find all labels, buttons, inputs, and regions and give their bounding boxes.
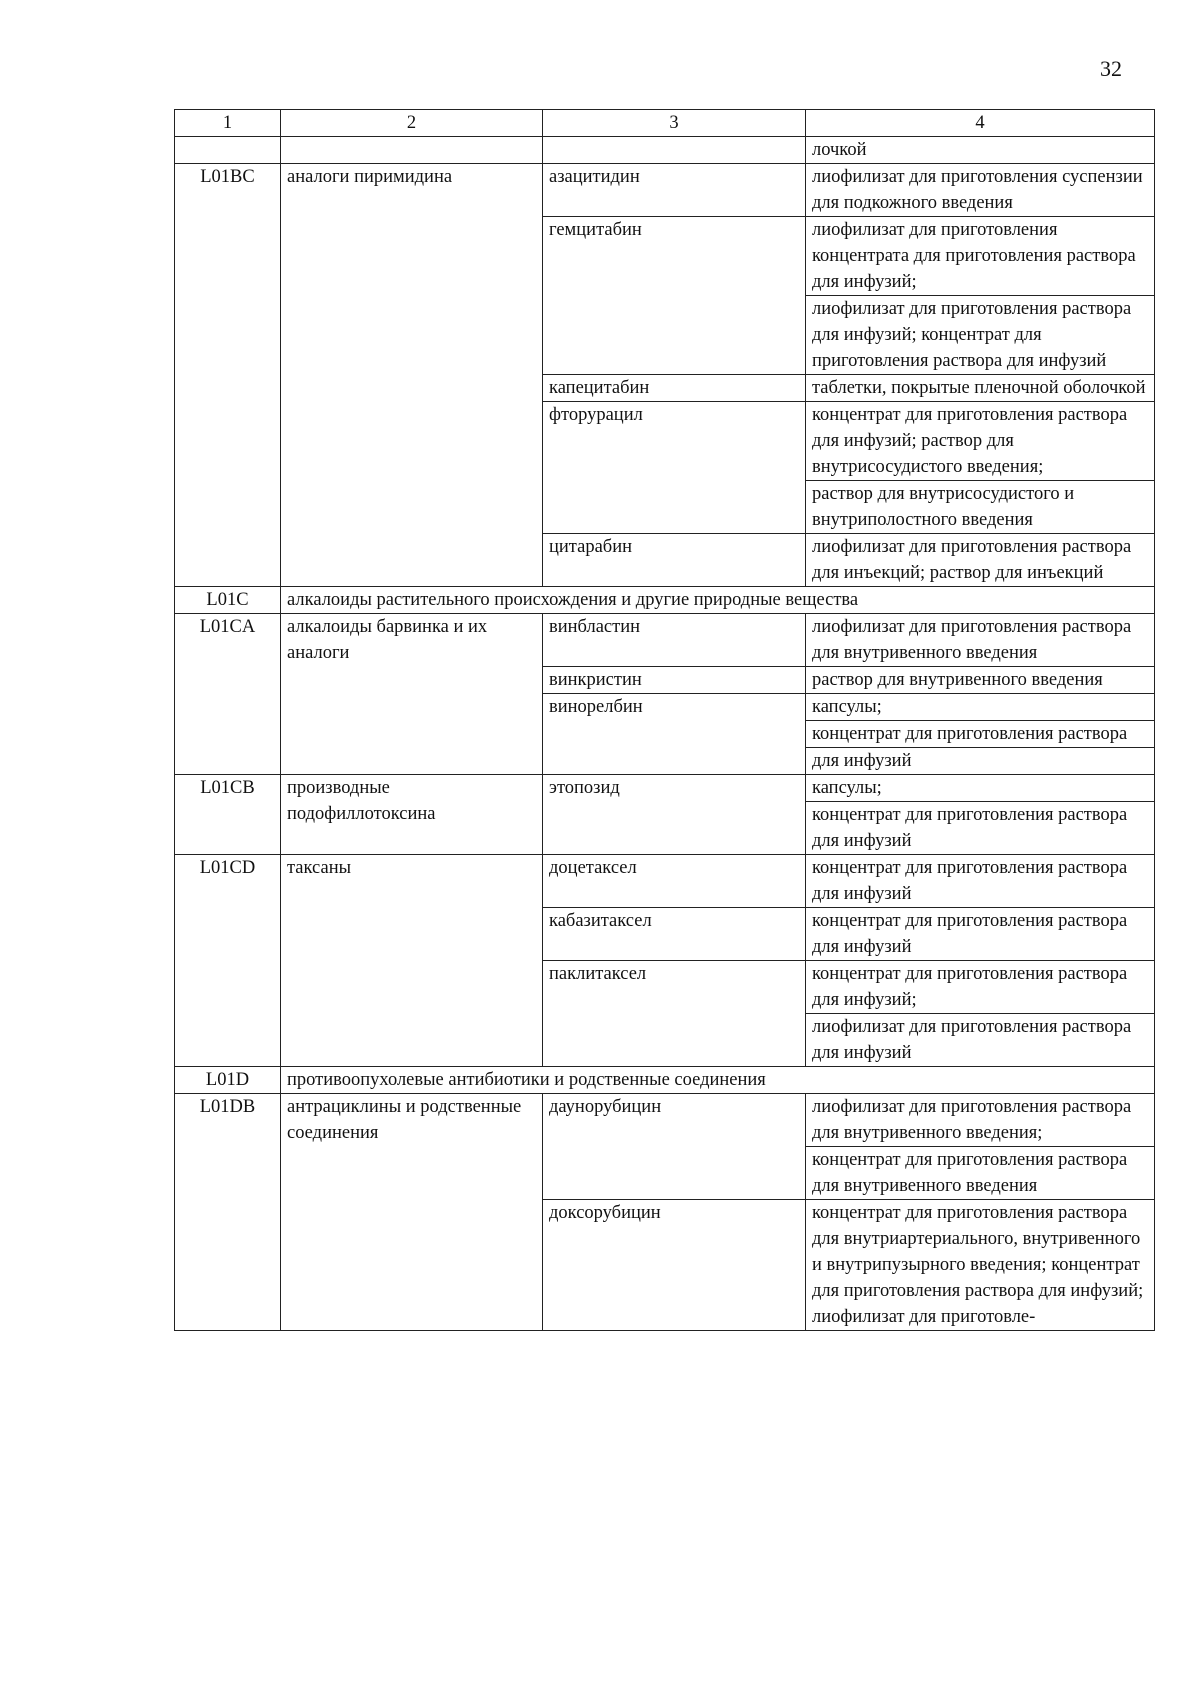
table-row xyxy=(175,1094,1155,1147)
group-name-cell: таксаны xyxy=(281,855,543,1067)
drug-name-cell: винкристин xyxy=(543,667,806,694)
dosage-form-cell: концентрат для приготовления раствора для инфузий xyxy=(806,855,1155,908)
drug-name-cell: винорелбин xyxy=(543,694,806,775)
dosage-form-cell: концентрат для приготовления раствора для инфузий; раствор для внутрисосудистого введения; xyxy=(806,402,1155,481)
dosage-form-cell: раствор для внутрисосудистого и внутриполостного введения xyxy=(806,481,1155,534)
drug-table xyxy=(174,109,1155,1331)
page-number: 32 xyxy=(1100,56,1122,81)
atc-code-cell: L01C xyxy=(175,587,281,614)
section-title-cell: алкалоиды растительного происхождения и другие природные вещества xyxy=(281,587,1155,614)
continuation-row xyxy=(175,137,1155,164)
drug-name-cell: цитарабин xyxy=(543,534,806,587)
drug-name-cell: доцетаксел xyxy=(543,855,806,908)
group-name-cell: аналоги пиримидина xyxy=(281,164,543,587)
drug-name-cell: кабазитаксел xyxy=(543,908,806,961)
header-cell: 3 xyxy=(543,110,806,137)
section-row xyxy=(175,587,1155,614)
atc-code-cell: L01CA xyxy=(175,614,281,775)
group-name-cell: производные подофиллотоксина xyxy=(281,775,543,855)
drug-name-cell: этопозид xyxy=(543,775,806,855)
drug-name-cell: капецитабин xyxy=(543,375,806,402)
dosage-form-cell: концентрат для приготовления раствора для инфузий xyxy=(806,802,1155,855)
dosage-form-cell: капсулы; xyxy=(806,775,1155,802)
dosage-form-cell: концентрат для приготовления раствора для инфузий; xyxy=(806,961,1155,1014)
dosage-form-cell: лиофилизат для приготовления раствора для инфузий; концентрат для приготовления раствора для инфузий xyxy=(806,296,1155,375)
dosage-form-cell: лиофилизат для приготовления концентрата для приготовления раствора для инфузий; xyxy=(806,217,1155,296)
dosage-form-cell: концентрат для приготовления раствора xyxy=(806,721,1155,748)
dosage-form-cell: раствор для внутривенного введения xyxy=(806,667,1155,694)
table-row xyxy=(175,855,1155,908)
table-header-row xyxy=(175,110,1155,137)
atc-code-cell: L01D xyxy=(175,1067,281,1094)
table-row xyxy=(175,775,1155,802)
drug-name-cell: гемцитабин xyxy=(543,217,806,375)
empty-cell xyxy=(543,137,806,164)
dosage-form-cell: концентрат для приготовления раствора для внутривенного введения xyxy=(806,1147,1155,1200)
dosage-form-cell: лиофилизат для приготовления раствора для инъекций; раствор для инъекций xyxy=(806,534,1155,587)
section-row xyxy=(175,1067,1155,1094)
dosage-form-cell: лочкой xyxy=(806,137,1155,164)
table-row xyxy=(175,614,1155,667)
dosage-form-cell: таблетки, покрытые пленочной оболочкой xyxy=(806,375,1155,402)
section-title-cell: противоопухолевые антибиотики и родственные соединения xyxy=(281,1067,1155,1094)
empty-cell xyxy=(175,137,281,164)
drug-name-cell: азацитидин xyxy=(543,164,806,217)
header-cell: 4 xyxy=(806,110,1155,137)
dosage-form-cell: лиофилизат для приготовления раствора для внутривенного введения; xyxy=(806,1094,1155,1147)
drug-name-cell: винбластин xyxy=(543,614,806,667)
dosage-form-cell: капсулы; xyxy=(806,694,1155,721)
drug-name-cell: даунорубицин xyxy=(543,1094,806,1200)
header-cell: 1 xyxy=(175,110,281,137)
atc-code-cell: L01CB xyxy=(175,775,281,855)
dosage-form-cell: концентрат для приготовления раствора для инфузий xyxy=(806,908,1155,961)
dosage-form-cell: для инфузий xyxy=(806,748,1155,775)
group-name-cell: антрациклины и родственные соединения xyxy=(281,1094,543,1331)
dosage-form-cell: лиофилизат для приготовления раствора для внутривенного введения xyxy=(806,614,1155,667)
atc-code-cell: L01DB xyxy=(175,1094,281,1331)
group-name-cell: алкалоиды барвинка и их аналоги xyxy=(281,614,543,775)
drug-name-cell: фторурацил xyxy=(543,402,806,534)
header-cell: 2 xyxy=(281,110,543,137)
dosage-form-cell: концентрат для приготовления раствора для внутриартериального, внутривенного и внутрипузырного введения; концентрат для приготовления раствора для инфузий; лиофилизат для приготовле- xyxy=(806,1200,1155,1331)
dosage-form-cell: лиофилизат для приготовления раствора для инфузий xyxy=(806,1014,1155,1067)
table-row xyxy=(175,164,1155,217)
drug-name-cell: паклитаксел xyxy=(543,961,806,1067)
empty-cell xyxy=(281,137,543,164)
atc-code-cell: L01BC xyxy=(175,164,281,587)
atc-code-cell: L01CD xyxy=(175,855,281,1067)
drug-name-cell: доксорубицин xyxy=(543,1200,806,1331)
dosage-form-cell: лиофилизат для приготовления суспензии для подкожного введения xyxy=(806,164,1155,217)
